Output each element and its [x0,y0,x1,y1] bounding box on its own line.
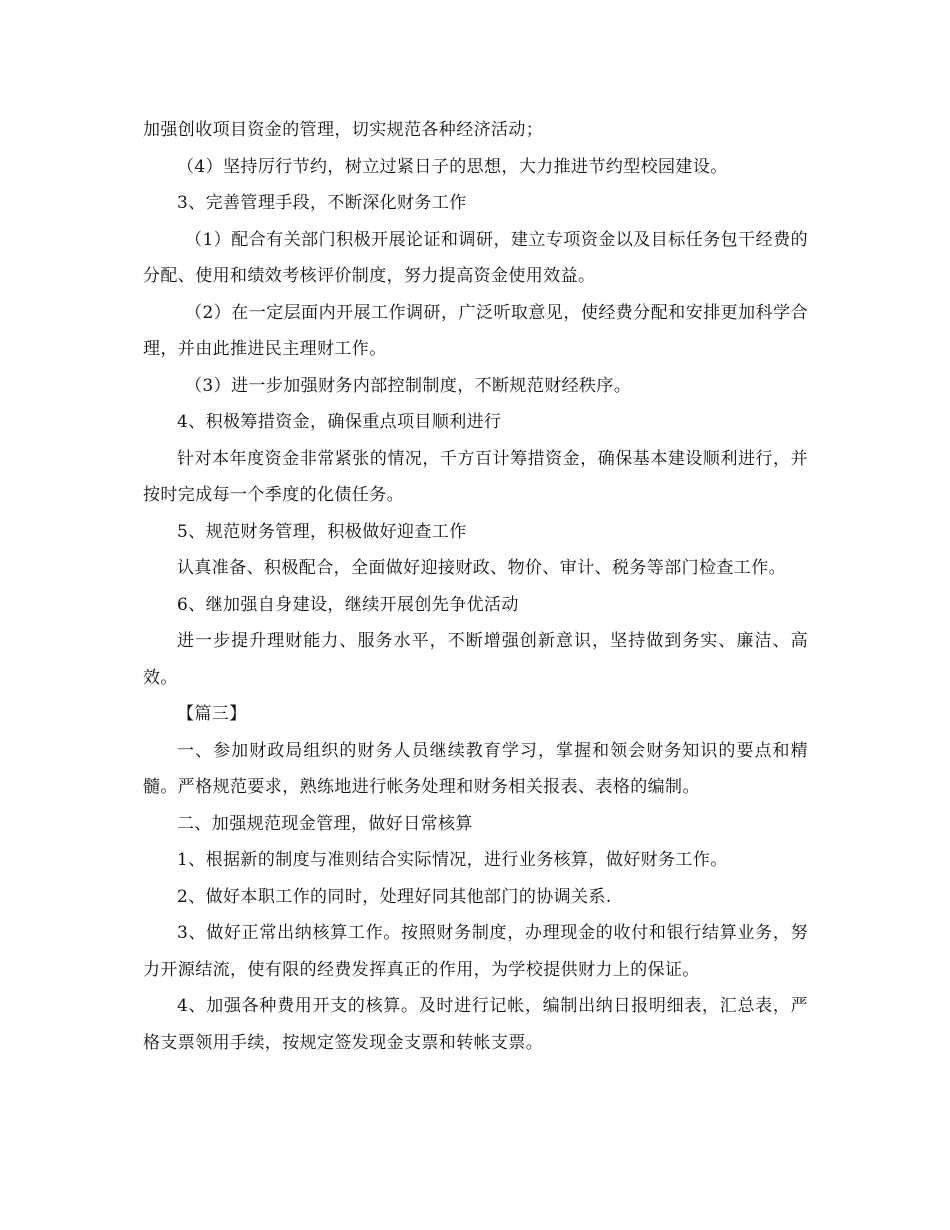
document-page [143,112,808,1061]
paragraph-item-1: （1）配合有关部门积极开展论证和调研，建立专项资金以及目标任务包干经费的分配、使用和绩效考核评价制度，努力提高资金使用效益。 [143,229,808,286]
paragraph-funding: 针对本年度资金非常紧张的情况，千方百计筹措资金，确保基本建设顺利进行，并按时完成每一个季度的化债任务。 [143,448,808,505]
paragraph-item-4: （4）坚持厉行节约，树立过紧日子的思想，大力推进节约型校园建设。 [177,156,728,177]
paragraph-cash-3: 3、做好正常出纳核算工作。按照财务制度，办理现金的收付和银行结算业务，努力开源结流，使有限的经费发挥真正的作用，为学校提供财力上的保证。 [143,923,808,980]
section-heading-5: 5、规范财务管理，积极做好迎查工作 [177,521,467,542]
paragraph-item-3: （3）进一步加强财务内部控制制度，不断规范财经秩序。 [185,375,632,396]
section-heading-6: 6、继加强自身建设，继续开展创先争优活动 [177,594,519,615]
paragraph-cash-4: 4、加强各种费用开支的核算。及时进行记帐，编制出纳日报明细表，汇总表，严格支票领用手续，按规定签发现金支票和转帐支票。 [143,996,808,1053]
paragraph-self-improvement: 进一步提升理财能力、服务水平，不断增强创新意识，坚持做到务实、廉洁、高效。 [143,631,808,688]
section-heading-3: 3、完善管理手段，不断深化财务工作 [177,193,467,213]
paragraph-continuation: 加强创收项目资金的管理，切实规范各种经济活动； [143,120,544,140]
paragraph-training: 一、参加财政局组织的财务人员继续教育学习，掌握和领会财务知识的要点和精髓。严格规范要求，熟练地进行帐务处理和财务相关报表、表格的编制。 [143,740,808,797]
section-heading-cash: 二、加强规范现金管理，做好日常核算 [177,813,473,834]
section-heading-4: 4、积极筹措资金，确保重点项目顺利进行 [177,412,502,432]
paragraph-cash-2: 2、做好本职工作的同时，处理好同其他部门的协调关系. [177,886,612,907]
paragraph-cash-1: 1、根据新的制度与准则结合实际情况，进行业务核算，做好财务工作。 [177,850,728,870]
part-three-heading: 【篇三】 [177,704,247,724]
paragraph-item-2: （2）在一定层面内开展工作调研，广泛听取意见，使经费分配和安排更加科学合理，并由此推进民主理财工作。 [143,302,808,359]
paragraph-inspection: 认真准备、积极配合，全面做好迎接财政、物价、审计、税务等部门检查工作。 [177,558,786,578]
